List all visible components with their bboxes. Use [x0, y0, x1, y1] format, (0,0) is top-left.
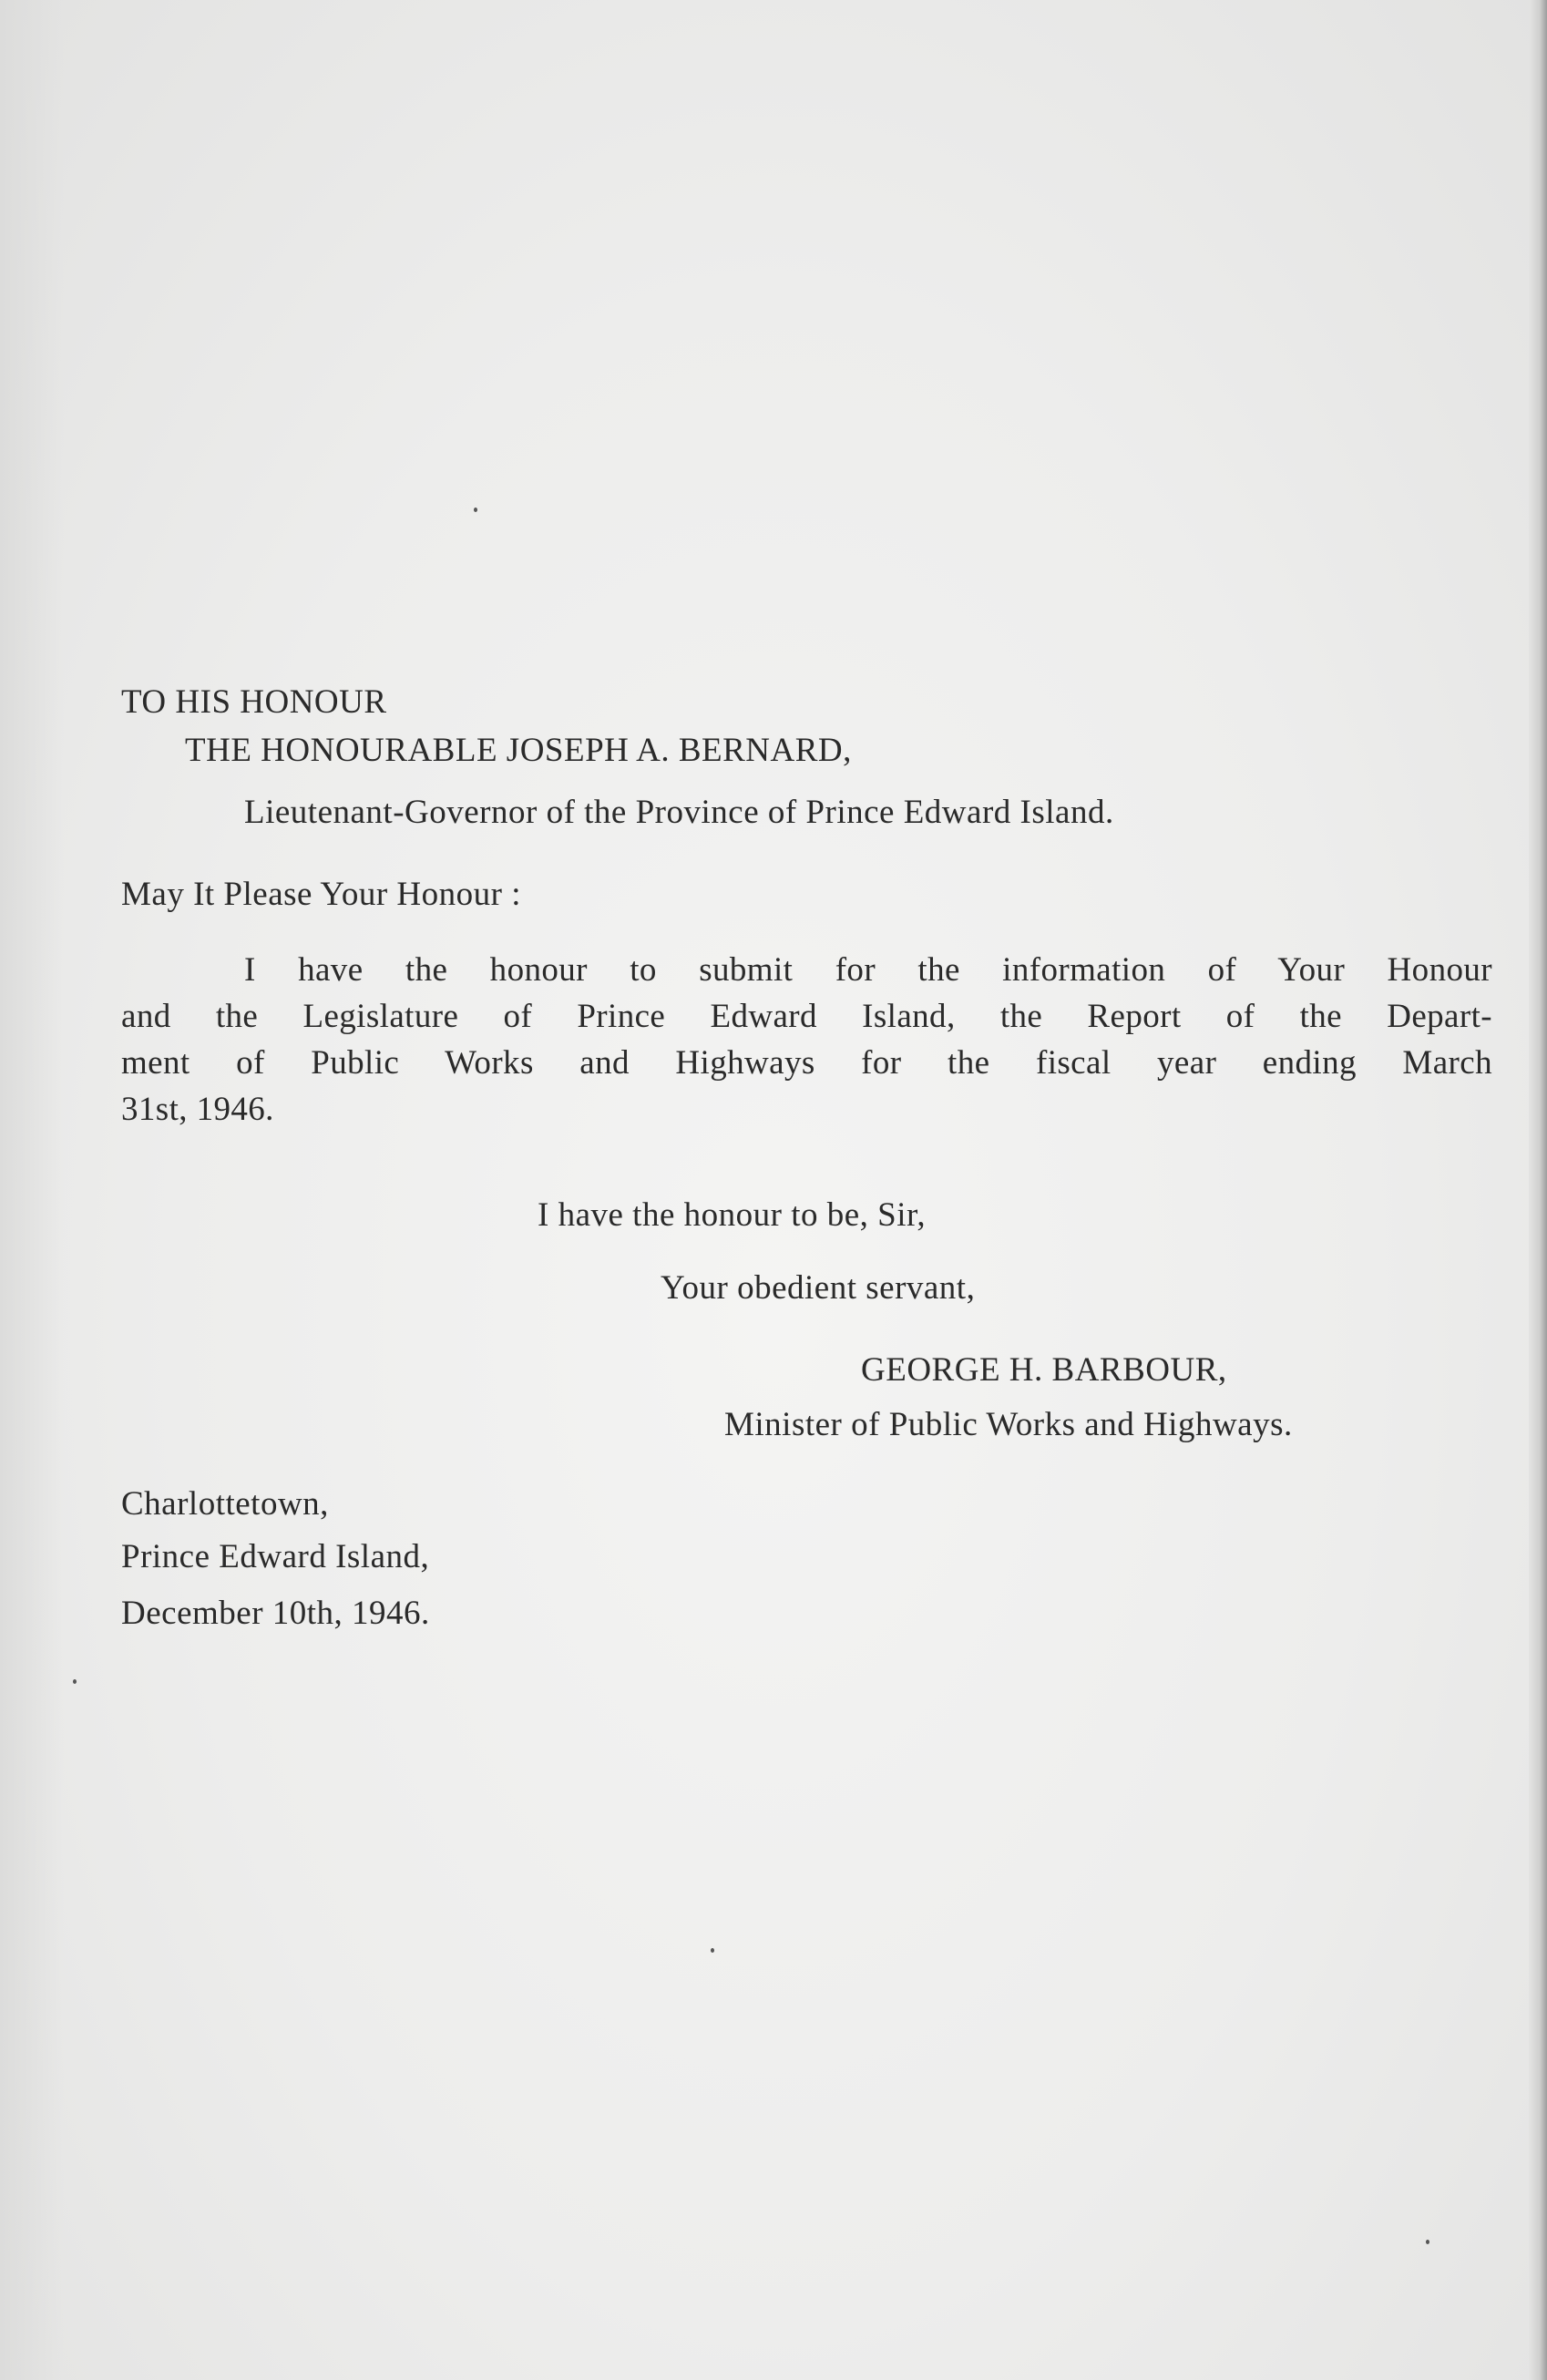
salutation: May It Please Your Honour : [121, 876, 521, 913]
place-province: Prince Edward Island, [121, 1538, 430, 1575]
scan-speck [711, 1948, 714, 1953]
signatory-name: GEORGE H. BARBOUR, [861, 1351, 1227, 1389]
scan-speck [474, 508, 477, 512]
body-paragraph [121, 947, 1492, 1133]
page-left-shadow [0, 0, 64, 2380]
scan-speck [73, 1679, 77, 1684]
place-city: Charlottetown, [121, 1485, 329, 1523]
signatory-title: Minister of Public Works and Highways. [724, 1406, 1293, 1443]
address-line-1: TO HIS HONOUR [121, 683, 387, 721]
address-line-3: Lieutenant-Governor of the Province of Prince Edward Island. [244, 794, 1114, 831]
body-line-1: I have the honour to submit for the information of Your Honour [244, 951, 1492, 989]
address-line-2: THE HONOURABLE JOSEPH A. BERNARD, [185, 732, 852, 769]
page-right-edge [1529, 0, 1547, 2380]
closing-line-2: Your obedient servant, [661, 1269, 976, 1307]
scan-speck [1426, 2240, 1429, 2244]
closing-line-1: I have the honour to be, Sir, [538, 1196, 927, 1234]
body-line-2: and the Legislature of Prince Edward Island, the Report of the Depart- [121, 998, 1492, 1035]
document-date: December 10th, 1946. [121, 1595, 430, 1632]
body-line-3: ment of Public Works and Highways for the fiscal year ending March [121, 1044, 1492, 1082]
body-line-4: 31st, 1946. [121, 1091, 274, 1128]
